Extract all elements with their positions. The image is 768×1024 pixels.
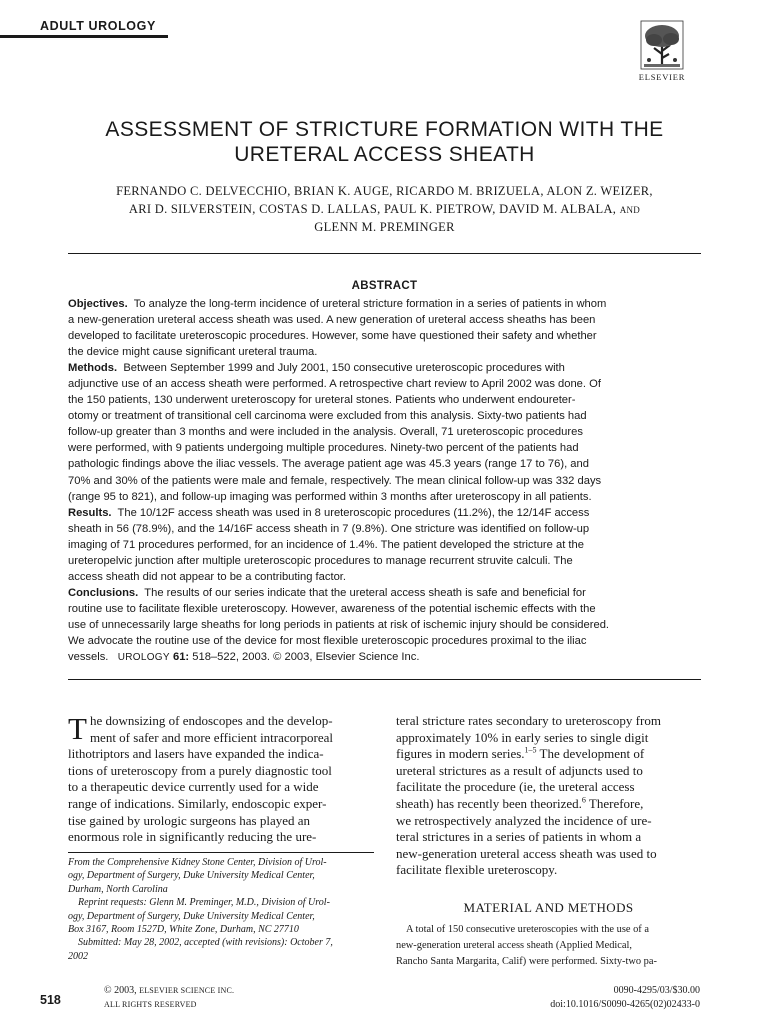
publisher-name: ELSEVIER — [638, 72, 686, 82]
body-line: tions of ureteroscopy from a purely diagnostic tool — [68, 762, 332, 778]
body-line: Rancho Santa Margarita, Calif) were performed. Sixty-two pa- — [396, 956, 657, 967]
abstract-line: To analyze the long-term incidence of ureteral stricture formation in a series of patients in whom — [133, 298, 607, 310]
elsevier-tree-icon — [640, 20, 684, 70]
methods-label: Methods. — [68, 362, 118, 375]
rights-reserved: ALL RIGHTS RESERVED — [104, 1000, 197, 1009]
dropcap: T — [68, 711, 87, 746]
abstract-line: (range 95 to 821), and follow-up imaging was performed within 3 months after ureteroscopy in all patients. — [68, 490, 592, 503]
publisher-logo — [630, 20, 694, 82]
page-number: 518 — [40, 993, 61, 1007]
body-line: A total of 150 consecutive ureteroscopies with the use of a — [406, 924, 649, 935]
objectives-label: Objectives. — [68, 298, 128, 310]
body-line: enormous role in significantly reducing the ure- — [68, 829, 317, 845]
section-heading: MATERIAL AND METHODS — [463, 900, 634, 915]
conclusions-label: Conclusions. — [68, 586, 139, 599]
abstract-line: follow-up greater than 3 months and were included in the analysis. Overall, 71 ureteroscopic procedures — [68, 426, 583, 439]
footnote-line: Durham, North Carolina — [68, 883, 168, 895]
divider — [68, 253, 701, 254]
author-and: AND — [619, 204, 641, 215]
abstract-line: use of unnecessarily large sheaths for long periods in patients at risk of ischemic injury should be considered. — [68, 618, 610, 631]
author-line: ARI D. SILVERSTEIN, COSTAS D. LALLAS, PAUL K. PIETROW, DAVID M. ALBALA, — [128, 201, 617, 216]
affiliation-footnotes — [68, 856, 374, 963]
footnote-line: Box 3167, Room 1527D, White Zone, Durham, NC 27710 — [68, 923, 299, 935]
footnote-line: 2002 — [68, 950, 88, 962]
abstract-line: adjunctive use of an access sheath were performed. A retrospective chart review to April 2002 was done. Of — [68, 378, 601, 391]
body-line: tise gained by urologic surgeons has played an — [68, 812, 311, 828]
body-line: to a therapeutic device currently used for a wide — [68, 779, 319, 795]
title-line: ASSESSMENT OF STRICTURE FORMATION WITH THE — [105, 118, 664, 141]
abstract-line: The 10/12F access sheath was used in 8 ureteroscopic procedures (11.2%), the 12/14F access — [117, 506, 590, 519]
abstract-line: Between September 1999 and July 2001, 150 consecutive ureteroscopic procedures with — [123, 362, 565, 375]
body-line: range of indications. Similarly, endoscopic exper- — [68, 795, 327, 811]
footnote-line: ogy, Department of Surgery, Duke University Medical Center, — [68, 870, 315, 882]
section-tag: ADULT UROLOGY — [40, 19, 156, 33]
abstract-line: access sheath did not appear to be a contributing factor. — [68, 570, 347, 583]
abstract-line: otomy or treatment of transitional cell carcinoma were excluded from this analysis. Sixty-two patients had — [68, 410, 587, 423]
body-line: teral stricture rates secondary to ureteroscopy from — [396, 713, 661, 728]
title-line: URETERAL ACCESS SHEATH — [234, 143, 535, 166]
body-line: approximately 10% in early series to single digit — [396, 729, 649, 745]
body-line: Therefore, — [588, 795, 644, 811]
citation-volume: 61: — [172, 651, 190, 664]
abstract-line: were performed, with 9 patients undergoing multiple procedures. Ninety-two percent of the patients had — [68, 442, 579, 455]
section-rule — [0, 35, 168, 38]
body-line: teral strictures in a series of patients in whom a — [396, 829, 642, 845]
author-line: GLENN M. PREMINGER — [314, 220, 455, 234]
body-line: The development of — [539, 746, 645, 762]
doi: doi:10.1016/S0090-4265(02)02433-0 — [550, 999, 700, 1010]
issn: 0090-4295/03/$30.00 — [613, 985, 700, 996]
author-list — [68, 183, 701, 237]
article-title — [68, 117, 701, 167]
body-line: he downsizing of endoscopes and the develop- — [89, 713, 333, 728]
body-line: lithotriptors and lasers have expanded the indica- — [68, 746, 324, 762]
copyright-notice — [104, 984, 234, 1012]
abstract-line: sheath in 56 (78.9%), and the 14/16F access sheath in 7 (9.8%). One stricture was identified on follow-up — [68, 522, 590, 535]
abstract-line: the device might cause significant ureteral trauma. — [68, 346, 318, 359]
abstract-line: the 150 patients, 130 underwent ureteroscopy for ureteral stones. Patients who underwent endoureter- — [68, 394, 576, 407]
body-line: figures in modern series. — [396, 746, 525, 762]
copyright-holder: ELSEVIER SCIENCE INC. — [139, 986, 235, 995]
author-line: FERNANDO C. DELVECCHIO, BRIAN K. AUGE, RICARDO M. BRIZUELA, ALON Z. WEIZER, — [116, 184, 653, 198]
abstract-line: routine use to facilitate flexible ureteroscopy. However, awareness of the potential ischemic effects with the — [68, 602, 596, 615]
results-label: Results. — [68, 506, 112, 519]
abstract-line: developed to facilitate ureteroscopic procedures. However, some have questioned their safety and whether — [68, 330, 597, 343]
reference-marker: 6 — [581, 795, 586, 805]
copyright-year: © 2003, — [104, 985, 137, 996]
body-line: ment of safer and more efficient intracorporeal — [89, 729, 333, 745]
reference-marker: 1–5 — [524, 745, 537, 755]
abstract-heading: ABSTRACT — [351, 280, 418, 292]
abstract-line: The results of our series indicate that the ureteral access sheath is safe and beneficial for — [144, 586, 586, 599]
footnote-line: ogy, Department of Surgery, Duke University Medical Center, — [68, 910, 315, 922]
body-line: facilitate the procedure (ie, the ureteral access — [396, 779, 635, 795]
footnote-line: Reprint requests: Glenn M. Preminger, M.D., Division of Urol- — [78, 897, 330, 909]
body-line: ureteral strictures as a result of adjuncts used to — [396, 762, 643, 778]
abstract-line: pathologic findings above the iliac vessels. The average patient age was 45.3 years (range 17 to 76), and — [68, 458, 589, 471]
body-column-right — [396, 713, 701, 879]
footnote-rule — [68, 852, 374, 853]
divider — [68, 679, 701, 680]
article-identifiers — [550, 984, 700, 1012]
abstract-line: ureteropelvic junction after multiple ureteroscopic procedures to manage recurrent struvite calculi. The — [68, 554, 573, 567]
citation-journal: UROLOGY — [117, 652, 170, 664]
abstract-body — [68, 296, 701, 665]
body-line: we retrospectively analyzed the incidence of ure- — [396, 812, 652, 828]
abstract-line: We advocate the routine use of the device for most flexible ureteroscopic procedures proximal to the iliac — [68, 634, 587, 647]
body-line: facilitate flexible ureteroscopy. — [396, 862, 558, 878]
abstract-line: a new-generation ureteral access sheath was used. A new generation of ureteral access sheaths has been — [68, 314, 596, 327]
citation-details: 518–522, 2003. © 2003, Elsevier Science Inc. — [192, 651, 420, 664]
abstract-line: vessels. — [68, 651, 109, 664]
abstract-line: imaging of 71 procedures performed, for an incidence of 1.4%. The patient developed the stricture at the — [68, 538, 584, 551]
body-line: new-generation ureteral access sheath was used to — [396, 845, 657, 861]
abstract-line: 70% and 30% of the patients were male and female, respectively. The mean clinical follow-up was 332 days — [68, 474, 602, 487]
methods-body — [396, 922, 701, 970]
body-line: sheath) has recently been theorized. — [396, 795, 582, 811]
footnote-line: From the Comprehensive Kidney Stone Center, Division of Urol- — [68, 857, 327, 868]
body-column-left — [68, 713, 374, 846]
body-line: new-generation ureteral access sheath (Applied Medical, — [396, 940, 632, 951]
footnote-line: Submitted: May 28, 2002, accepted (with revisions): October 7, — [78, 937, 333, 949]
